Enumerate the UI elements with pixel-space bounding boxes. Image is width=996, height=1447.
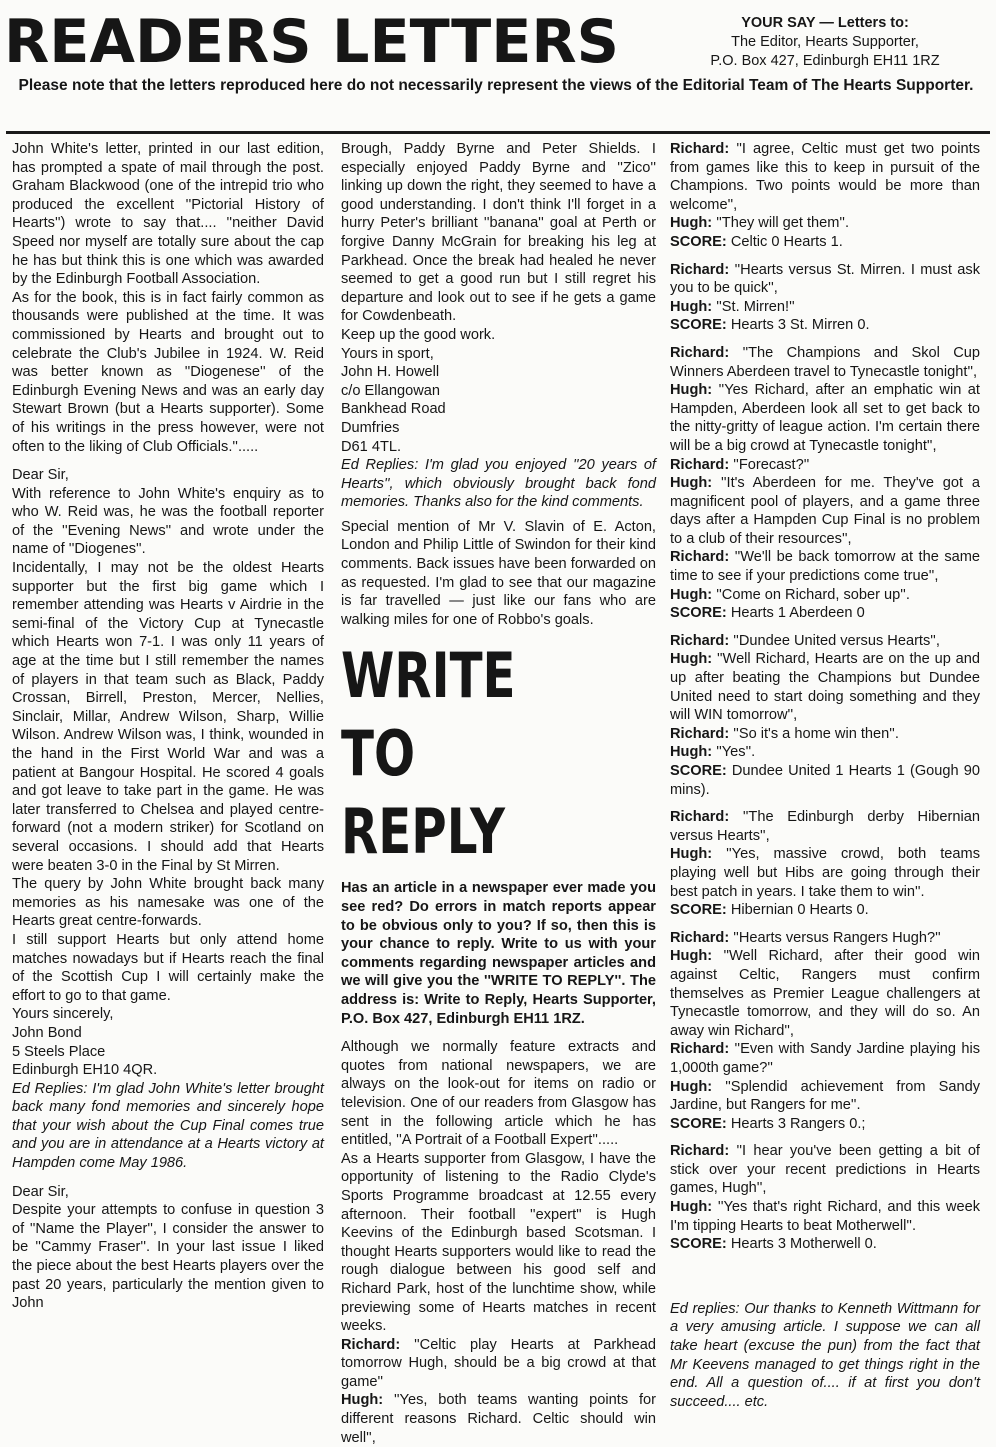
dialogue-text: ''Yes, both teams wanting points for different reasons Richard. Celtic should win well'', [341, 1392, 656, 1446]
signature-line: c/o Ellangowan [341, 382, 440, 399]
speaker: Richard: [670, 632, 730, 649]
write-to-reply-body: Has an article in a newspaper ever made you see red? Do errors in match reports appear to be obvious only to you? If so, then this is your chance to reply. Write to us with your comments regarding newspaper articles and we will give you the ''WRITE TO REPLY''. The address is: Write to Reply, Hearts Supporter, P.O. Box 427, Edinburgh EH11 1RZ. [341, 880, 656, 1027]
speaker: SCORE: [670, 763, 727, 779]
speaker: Hugh: [670, 1199, 713, 1216]
dialogue-text: ''Forecast?'' [733, 456, 810, 473]
signature-line: Yours in sport, [341, 345, 434, 362]
speaker: Richard: [670, 725, 730, 742]
dialogue-line [670, 1040, 980, 1077]
speaker: Hugh: [670, 475, 713, 492]
your-say-line: The Editor, Hearts Supporter, [731, 34, 919, 50]
dialogue-text: ''So it's a home win then''. [733, 725, 899, 742]
signature-line: John Bond [12, 1024, 82, 1041]
speaker: Hugh: [670, 744, 713, 761]
dialogue-text: Hearts 3 Rangers 0.; [730, 1115, 866, 1132]
dialogue-line [670, 632, 980, 651]
letter-paragraph: John White's letter, printed in our last edition, has prompted a spate of mail through the post. Graham Blackwood (one of the intrepid trio who produced the excellent ''Pictorial History of Hearts'') wrote to say that.... ''neither David Speed nor myself are totally sure about the cap he has but think this is one which was awarded by the Edinburgh Football Association. [12, 141, 324, 288]
dialogue-block [670, 1142, 980, 1254]
speaker: SCORE: [670, 233, 727, 250]
dialogue-text: Hearts 3 St. Mirren 0. [730, 317, 870, 334]
speaker: Richard: [670, 809, 730, 826]
dialogue-text: ''The Champions and Skol Cup Winners Aberdeen travel to Tynecastle tonight'', [670, 344, 981, 380]
speaker: SCORE: [670, 1236, 727, 1253]
dialogue-line [670, 1142, 980, 1198]
signature-line: Edinburgh EH10 4QR. [12, 1062, 158, 1079]
dialogue-text: ''Splendid achievement from Sandy Jardine, but Rangers for me''. [670, 1078, 980, 1114]
score-line [670, 1235, 980, 1254]
divider-rule [6, 131, 990, 134]
dialogue-line [670, 214, 980, 233]
dialogue-text: ''The Edinburgh derby Hibernian versus Hearts'', [670, 809, 980, 844]
dialogue-line [670, 947, 980, 1040]
your-say-box [690, 14, 960, 71]
dialogue-line [670, 808, 980, 845]
speaker: Hugh: [670, 298, 713, 315]
dialogue-line [670, 381, 980, 455]
speaker: Richard: [670, 1041, 730, 1058]
dialogue-text: ''St. Mirren!'' [716, 298, 795, 315]
write-to-reply-heading-line: WRITE TO [341, 639, 516, 791]
dialogue-line [670, 261, 980, 298]
letter-paragraph: Incidentally, I may not be the oldest Hearts supporter but the first big game which I remember attending was Hearts v Airdrie in the semi-final of the Victory Cup at Tynecastle which Hearts won 7-1. I was only 11 years of age at the time but I still remember the names of players in that team such as Black, Paddy Crossan, Birrell, Preston, Mercer, Nellies, Sinclair, Millar, Andrew Wilson, Sharp, Willie Wilson. Andrew Wilson was, I think, wounded in the hand in the First World War and was a patient at Bangour Hospital. He scored 4 goals and got leave to take part in the game. He was later transferred to Chelsea and played centre-forward (not a modern striker) for Scotland on several occasions. I should add that Hearts were beaten 3-0 in the Final by St Mirren. [12, 560, 324, 874]
score-line [670, 316, 980, 335]
dialogue-text: Celtic 0 Hearts 1. [730, 233, 843, 250]
disclaimer: Please note that the letters reproduced here do not necessarily represent the views of the Editorial Team of The Hearts Supporter. [18, 77, 974, 94]
dialogue-block [670, 929, 980, 1134]
letter-paragraph: Special mention of Mr V. Slavin of E. Acton, London and Philip Little of Swindon for their kind comments. Back issues have been forwarded on as requested. I'm glad to see that our magazine is far travelled — just like our fans who are walking miles for one of Robbo's goals. [341, 518, 656, 628]
dialogue-text: ''Yes''. [716, 744, 756, 761]
your-say-title: YOUR SAY — Letters to: [741, 15, 909, 31]
speaker: Hugh: [670, 382, 713, 399]
dialogue-text: ''Yes Richard, after an emphatic win at Hampden, Aberdeen look all set to get back to the nitty-gritty of league action. I'm certain there will be a big crowd at Tynecastle tonight'', [670, 382, 980, 454]
dialogue-line [670, 929, 980, 948]
dialogue-text: ''Celtic play Hearts at Parkhead tomorrow Hugh, should be a big crowd at that game'' [341, 1336, 656, 1390]
dialogue-line [670, 474, 980, 548]
signature-line: 5 Steels Place [12, 1043, 106, 1060]
signature-block [12, 1005, 324, 1079]
speaker: Hugh: [670, 215, 713, 232]
dialogue-block [670, 140, 980, 252]
speaker: Richard: [670, 344, 730, 361]
salutation: Dear Sir, [12, 467, 69, 484]
dialogue-text: ''Even with Sandy Jardine playing his 1,000th game?'' [670, 1041, 980, 1076]
speaker: SCORE: [670, 1115, 727, 1132]
dialogue-line [670, 344, 980, 381]
dialogue-line [670, 298, 980, 317]
dialogue-text: Dundee United 1 Hearts 1 (Gough 90 mins). [670, 763, 980, 798]
dialogue-text: ''Yes, massive crowd, both teams playing well but Hibs are going through their best patch in years. I take them to win''. [670, 846, 980, 900]
speaker: Richard: [341, 1336, 401, 1353]
dialogue-line [670, 725, 980, 744]
letter-paragraph: As a Hearts supporter from Glasgow, I have the opportunity of listening to the Radio Clyde's Sports Programme broadcast at 12.55 every afternoon. Their football ''expert'' is Hugh Keevins of the Edinburgh based Scotsman. I thought Hearts supporters would like to read the rough dialogue between his good self and Richard Park, host of the lunchtime show, while previewing some of Hearts matches in recent weeks. [341, 1150, 656, 1335]
letter-paragraph: As for the book, this is in fact fairly common as thousands were published at the time. It was commissioned by Hearts and brought out to celebrate the Club's Jubilee in 1924. W. Reid was better known as ''Diogenese'' of the Edinburgh Evening News and was an early day Stewart Brown (but a Hearts supporter). Some of his writings in the press however, were not often to the liking of Club Officials.''..... [12, 289, 324, 455]
column-3 [670, 140, 980, 1411]
speaker: Hugh: [670, 586, 713, 603]
signature-line: John H. Howell [341, 364, 440, 381]
letter-paragraph: Keep up the good work. [341, 326, 496, 343]
speaker: Richard: [670, 141, 730, 157]
editor-reply: Ed Replies: I'm glad John White's letter brought back many fond memories and sincerely hope that your wish about the Cup Final comes true and you are in attendance at a Hearts victory at Hampden come May 1986. [12, 1080, 324, 1172]
dialogue-line [670, 586, 980, 605]
column-2 [341, 140, 656, 1447]
dialogue-text: ''Yes that's right Richard, and this week I'm tipping Hearts to beat Motherwell''. [670, 1199, 980, 1234]
dialogue-text: Hibernian 0 Hearts 0. [730, 902, 869, 919]
dialogue-block [670, 261, 980, 335]
dialogue-block [670, 632, 980, 799]
letter-paragraph: Brough, Paddy Byrne and Peter Shields. I especially enjoyed Paddy Byrne and ''Zico'' linking up down the right, they seemed to have a good understanding. I don't think I'll forget in a hurry Peter's brilliant ''banana'' goal at Perth or forgive Danny McGrain for breaking his leg at Parkhead. Once the break had healed he never seemed to get a good run but I still regret his departure and look out to see if he gets a game for Cowdenbeath. [341, 141, 656, 325]
signature-line: Bankhead Road [341, 401, 446, 418]
dialogue-text: Hearts 1 Aberdeen 0 [730, 605, 865, 622]
speaker: Hugh: [670, 1078, 713, 1095]
speaker: Richard: [670, 929, 730, 946]
dialogue-text: ''They will get them''. [716, 215, 850, 232]
letter-paragraph: With reference to John White's enquiry as to who W. Reid was, he was the football reporter of the ''Evening News'' and wrote under the name of ''Diogenes''. [12, 485, 324, 558]
editor-reply: Ed replies: Our thanks to Kenneth Wittmann for a very amusing article. I suppose we can all take heart (excuse the pun) from the fact that Mr Keevens managed to get things right in the end. All a question of.... if at first you don't succeed.... etc. [670, 1300, 980, 1410]
dialogue-line [670, 548, 980, 585]
speaker: Hugh: [670, 846, 713, 863]
dialogue-text: ''Well Richard, Hearts are on the up and up after beating the Champions but Dundee United need to start doing something and they will WIN tomorrow'', [670, 651, 980, 724]
column-1 [12, 140, 324, 1313]
letter-paragraph: I still support Hearts but only attend home matches nowadays but if Hearts reach the final of the Scottish Cup I will certainly make the effort to go to that game. [12, 931, 324, 1004]
dialogue-text: Hearts 3 Motherwell 0. [730, 1236, 877, 1253]
dialogue-line [670, 845, 980, 901]
dialogue-line [670, 1078, 980, 1115]
dialogue-line [670, 456, 980, 475]
letter-paragraph: Despite your attempts to confuse in question 3 of ''Name the Player'', I consider the answer to be ''Cammy Fraser''. In your last issue I liked the piece about the best Hearts players over the past 20 years, particularly the mention given to John [12, 1202, 324, 1312]
dialogue-text: ''I agree, Celtic must get two points from games like this to keep in pursuit of the Champions. Two points would be more than welcome'', [670, 141, 980, 213]
speaker: Hugh: [670, 948, 713, 965]
speaker: Richard: [670, 261, 730, 278]
dialogue-block [670, 344, 980, 623]
speaker: SCORE: [670, 902, 727, 919]
score-line [670, 1115, 980, 1134]
speaker: SCORE: [670, 317, 727, 334]
letter-paragraph: The query by John White brought back many memories as his namesake was one of the Hearts great centre-forwards. [12, 876, 324, 930]
signature-line: Yours sincerely, [12, 1006, 114, 1023]
signature-line: D61 4TL. [341, 438, 402, 455]
speaker: Richard: [670, 456, 730, 473]
speaker: SCORE: [670, 605, 727, 622]
dialogue-text: ''I hear you've been getting a bit of stick over your recent predictions in Hearts games, Hugh'', [670, 1143, 980, 1197]
dialogue-text: ''Well Richard, after their good win against Celtic, Rangers must confirm themselves as Premier League challengers at Tynecastle tomorrow, and they will do so. An away win Richard'', [670, 948, 980, 1039]
write-to-reply-heading-line: REPLY [341, 795, 506, 869]
your-say-line: P.O. Box 427, Edinburgh EH11 1RZ [710, 53, 940, 69]
speaker: Hugh: [341, 1392, 384, 1409]
speaker: Richard: [670, 549, 730, 566]
dialogue-text: ''It's Aberdeen for me. They've got a magnificent pool of players, and a game three days after a Hampden Cup Final is no problem to a club of their resources'', [670, 475, 980, 547]
signature-line: Dumfries [341, 419, 400, 436]
dialogue-text: ''Hearts versus St. Mirren. I must ask you to be quick'', [670, 261, 980, 297]
letter-paragraph: Although we normally feature extracts and quotes from national newspapers, we are always on the look-out for items on radio or television. One of our readers from Glasgow has sent in the following article which he has entitled, ''A Portrait of a Football Expert''..... [341, 1039, 656, 1149]
dialogue-text: ''We'll be back tomorrow at the same time to see if your predictions come true'', [670, 549, 980, 585]
signature-block [341, 345, 656, 457]
dialogue-line [670, 1198, 980, 1235]
dialogue-line [670, 743, 980, 762]
page-title: READERS LETTERS [4, 7, 620, 77]
score-line [670, 762, 980, 799]
dialogue-text: ''Dundee United versus Hearts'', [733, 632, 940, 649]
dialogue-text: ''Come on Richard, sober up''. [716, 586, 910, 603]
score-line [670, 233, 980, 252]
salutation: Dear Sir, [12, 1183, 69, 1200]
editor-reply: Ed Replies: I'm glad you enjoyed ''20 years of Hearts'', which obviously brought back fond memories. Thanks also for the kind comments. [341, 457, 656, 511]
dialogue-line [670, 140, 980, 214]
speaker: Richard: [670, 1143, 730, 1160]
write-to-reply-heading [341, 637, 587, 871]
speaker: Hugh: [670, 651, 713, 668]
dialogue-block [670, 808, 980, 920]
dialogue-line [341, 1336, 656, 1392]
score-line [670, 604, 980, 623]
dialogue-line [670, 650, 980, 724]
dialogue-text: ''Hearts versus Rangers Hugh?'' [733, 929, 941, 946]
score-line [670, 901, 980, 920]
